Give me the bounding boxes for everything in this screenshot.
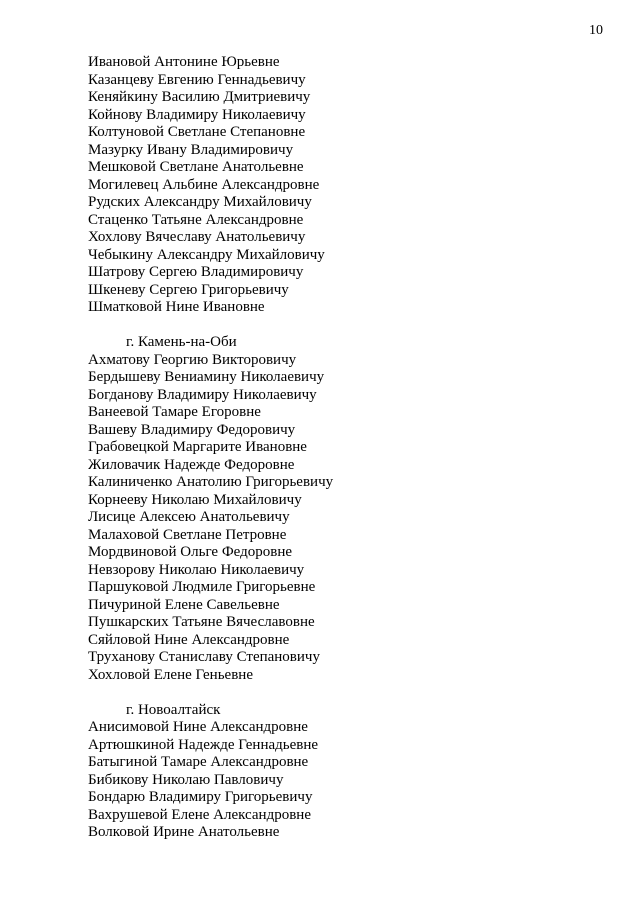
list-item: Сяйловой Нине Александровне [88,631,290,648]
list-item: Грабовецкой Маргарите Ивановне [88,439,307,455]
list-item: Койнову Владимиру Николаевичу [88,106,306,123]
list-item: Рудских Александру Михайловичу [88,194,312,210]
list-item: Калиниченко Анатолию Григорьевичу [88,474,334,490]
list-item: Волковой Ирине Анатольевне [88,824,280,840]
list-item: Ахматову Георгию Викторовичу [88,351,297,368]
list-item: Колтуновой Светлане Степановне [88,124,306,140]
list-item: Ивановой Антонине Юрьевне [88,54,280,70]
list-item: Пушкарских Татьяне Вячеславовне [88,614,315,630]
name-list [88,352,588,685]
list-item: Малаховой Светлане Петровне [88,526,287,543]
spacer [88,317,588,335]
list-item: Анисимовой Нине Александровне [88,719,308,735]
list-item: Невзорову Николаю Николаевичу [88,561,305,578]
name-list [88,719,588,842]
spacer [88,684,588,702]
list-item: Батыгиной Тамаре Александровне [88,754,309,770]
list-item: Лисице Алексею Анатольевичу [88,509,290,525]
list-item: Мордвиновой Ольге Федоровне [88,544,293,560]
list-item: Чебыкину Александру Михайловичу [88,246,325,263]
list-item: Кеняйкину Василию Дмитриевичу [88,89,311,105]
list-item: Вашеву Владимиру Федоровичу [88,421,296,438]
list-item: Мазурку Ивану Владимировичу [88,141,294,158]
list-item: Жиловачик Надежде Федоровне [88,456,295,473]
list-item: Казанцеву Евгению Геннадьевичу [88,71,306,88]
name-list [88,54,588,317]
list-item: Труханову Станиславу Степановичу [88,649,320,665]
list-item: Шматковой Нине Ивановне [88,299,265,315]
list-item: Шкеневу Сергею Григорьевичу [88,281,289,298]
section-heading: г. Новоалтайск [126,701,221,718]
list-item: Хохловой Елене Геньевне [88,666,253,683]
list-item: Шатрову Сергею Владимировичу [88,264,304,280]
list-item: Паршуковой Людмиле Григорьевне [88,579,316,595]
list-item: Могилевец Альбине Александровне [88,176,320,193]
list-item: Пичуриной Елене Савельевне [88,596,280,613]
list-item: Ванеевой Тамаре Егоровне [88,404,261,420]
list-item: Бердышеву Вениамину Николаевичу [88,369,325,385]
list-item: Бондарю Владимиру Григорьевичу [88,789,313,805]
list-item: Бибикову Николаю Павловичу [88,771,284,788]
list-item: Мешковой Светлане Анатольевне [88,159,304,175]
list-item: Стаценко Татьяне Александровне [88,211,304,228]
section-heading: г. Камень-на-Оби [126,334,237,350]
list-item: Вахрушевой Елене Александровне [88,806,311,823]
document-body [88,54,588,842]
list-item: Хохлову Вячеславу Анатольевичу [88,229,306,245]
list-item: Артюшкиной Надежде Геннадьевне [88,736,319,753]
page-number: 10 [589,23,603,38]
list-item: Богданову Владимиру Николаевичу [88,386,317,403]
list-item: Корнееву Николаю Михайловичу [88,491,302,508]
